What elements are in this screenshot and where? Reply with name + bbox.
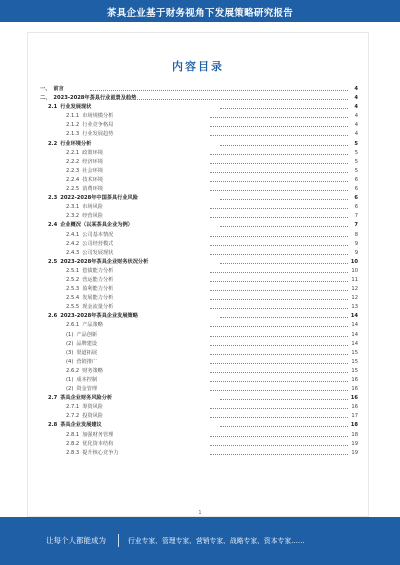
toc-leader-dots — [220, 199, 348, 200]
toc-entry[interactable] — [40, 94, 358, 103]
toc-entry-title: 行业发展现状 — [60, 104, 92, 111]
toc-entry-title: 市场规模分析 — [82, 113, 114, 120]
toc-entry-number: 2.1.3 — [66, 131, 80, 138]
toc-entry-page: 10 — [351, 267, 358, 274]
toc-leader-dots — [210, 381, 348, 382]
toc-leader-dots — [220, 263, 348, 264]
toc-entry[interactable] — [40, 367, 358, 376]
toc-entry-title: 技术环境 — [82, 176, 103, 183]
toc-entry-page: 19 — [351, 440, 358, 447]
toc-entry[interactable] — [40, 240, 358, 249]
toc-entry-title: 2023-2028年茶具企业发展策略 — [60, 313, 138, 320]
toc-entry-number: 2.6.1 — [66, 322, 80, 329]
toc-entry[interactable] — [40, 130, 358, 139]
toc-entry-title: 行业竞争格局 — [82, 122, 114, 129]
toc-entry-page: 7 — [354, 213, 358, 220]
toc-entry-number: (2) — [66, 386, 74, 393]
toc-leader-dots — [90, 99, 348, 100]
page-number: 1 — [198, 510, 202, 516]
toc-entry-title: 前言 — [53, 86, 64, 92]
toc-entry[interactable] — [40, 212, 358, 221]
toc-leader-dots — [210, 408, 348, 409]
toc-entry-number: 2.1 — [48, 104, 58, 111]
toc-entry-title: 资金管理 — [76, 386, 98, 393]
toc-entry-title: 政策环境 — [82, 149, 103, 156]
toc-leader-dots — [210, 336, 348, 337]
toc-leader-dots — [210, 117, 348, 118]
toc-entry-number: 2.4.3 — [66, 249, 80, 256]
toc-entry-title: 茶具企业财务风险分析 — [60, 395, 113, 402]
toc-entry-number: 2.8.3 — [66, 449, 80, 456]
toc-entry[interactable] — [40, 103, 358, 112]
toc-entry-number: (1) — [66, 331, 74, 338]
toc-entry-page: 6 — [354, 186, 358, 193]
toc-entry-title: 2022-2028年中国茶具行业风险 — [60, 195, 138, 202]
toc-entry-page: 11 — [351, 276, 358, 283]
toc-entry-number: 2.3 — [48, 195, 58, 202]
toc-entry[interactable] — [40, 440, 358, 449]
toc-entry-page: 12 — [351, 295, 358, 302]
toc-entry-title: 渠道拓展 — [76, 349, 98, 356]
toc-entry-title: 财务策略 — [82, 367, 103, 374]
toc-leader-dots — [210, 345, 348, 346]
toc-entry-page: 17 — [351, 413, 358, 420]
toc-leader-dots — [210, 299, 348, 300]
toc-entry-title: 现金流量分析 — [82, 304, 114, 311]
toc-entry-page: 5 — [354, 140, 358, 147]
toc-entry-title: 企业概况（以某茶具企业为例） — [60, 222, 133, 229]
toc-leader-dots — [210, 172, 348, 173]
toc-entry-title: 2023-2028年茶具企业财务状况分析 — [60, 258, 149, 265]
toc-entry-page: 4 — [354, 122, 358, 129]
toc-entry-page: 14 — [351, 331, 358, 338]
toc-entry-page: 6 — [354, 195, 358, 202]
footer-divider — [118, 534, 119, 547]
toc-entry-title: 营销推广 — [76, 358, 98, 365]
toc-entry-page: 4 — [354, 104, 358, 111]
toc-entry-page: 15 — [351, 358, 358, 365]
footer-tagline: 行业专家、管理专家、营销专家、战略专家、资本专家…… — [128, 537, 305, 545]
toc-entry-number: 2.6 — [48, 313, 58, 320]
toc-entry-title: 成本控制 — [76, 377, 98, 383]
toc-entry-number: 2.4.2 — [66, 240, 80, 247]
toc-entry-number: 2.5.3 — [66, 286, 80, 293]
toc-entry-page: 4 — [354, 95, 358, 102]
footer-slogan: 让每个人都能成为 — [46, 536, 106, 545]
toc-entry[interactable] — [40, 203, 358, 212]
toc-entry-page: 19 — [351, 449, 358, 456]
toc-entry-number: 2.3.1 — [66, 204, 80, 211]
toc-entry[interactable] — [40, 331, 358, 340]
toc-entry-page: 4 — [354, 113, 358, 120]
toc-leader-dots — [210, 126, 348, 127]
toc-entry[interactable] — [40, 121, 358, 130]
toc-entry[interactable] — [40, 349, 358, 358]
toc-entry-number: 2.5.4 — [66, 295, 80, 302]
toc-entry-page: 9 — [354, 240, 358, 247]
toc-leader-dots — [220, 426, 348, 427]
toc-entry-page: 5 — [354, 158, 358, 165]
toc-entry[interactable] — [40, 358, 358, 367]
toc-entry-number: 2.7 — [48, 395, 58, 402]
toc-entry[interactable] — [40, 140, 358, 149]
toc-entry-page: 12 — [351, 286, 358, 293]
toc-entry-page: 14 — [351, 322, 358, 329]
toc-entry-number: 2.4.1 — [66, 231, 80, 238]
toc-entry-page: 15 — [351, 367, 358, 374]
toc-entry[interactable] — [40, 412, 358, 421]
toc-entry-number: 2.8 — [48, 422, 58, 429]
toc-leader-dots — [210, 272, 348, 273]
toc-entry-number: 2.5.5 — [66, 304, 80, 311]
toc-entry[interactable] — [40, 267, 358, 276]
toc-entry-title: 社会环境 — [82, 167, 103, 174]
toc-entry-number: 2.6.2 — [66, 367, 80, 374]
toc-entry-title: 产品创新 — [76, 331, 98, 338]
toc-entry-number: (2) — [66, 340, 74, 347]
toc-leader-dots — [210, 417, 348, 418]
toc-entry-page: 4 — [354, 131, 358, 138]
toc-entry-title: 市场风险 — [82, 204, 103, 211]
toc-entry-page: 9 — [354, 249, 358, 256]
toc-entry[interactable] — [40, 403, 358, 412]
toc-entry-page: 6 — [354, 204, 358, 211]
toc-entry[interactable] — [40, 167, 358, 176]
toc-entry-title: 投资风险 — [82, 413, 103, 420]
toc-entry[interactable] — [40, 249, 358, 258]
toc-entry-title: 公司经营模式 — [82, 240, 114, 247]
toc-entry[interactable] — [40, 385, 358, 394]
toc-entry-page: 16 — [351, 377, 358, 383]
toc-entry-title: 经济环境 — [82, 158, 103, 165]
toc-entry-title: 优化资本结构 — [82, 440, 114, 447]
toc-entry[interactable] — [40, 276, 358, 285]
toc-entry-number: 2.5.2 — [66, 276, 80, 283]
toc-entry-number: 2.2.1 — [66, 149, 80, 156]
toc-entry-number: 二、 — [40, 95, 51, 102]
footer-banner — [0, 517, 400, 565]
toc-leader-dots — [210, 135, 348, 136]
toc-entry-number: 2.5.1 — [66, 267, 80, 274]
toc-entry[interactable] — [40, 449, 358, 458]
toc-entry-number: 一、 — [40, 86, 51, 92]
toc-entry-page: 5 — [354, 149, 358, 156]
toc-leader-dots — [220, 145, 348, 146]
toc-entry-number: 2.2.5 — [66, 186, 80, 193]
toc-entry-title: 公司发展现状 — [82, 249, 114, 256]
toc-entry[interactable] — [40, 112, 358, 121]
toc-leader-dots — [220, 108, 348, 109]
toc-entry-page: 14 — [351, 340, 358, 347]
toc-entry-page: 18 — [350, 422, 358, 429]
toc-leader-dots — [220, 399, 348, 400]
toc-entry[interactable] — [40, 185, 358, 194]
toc-entry-page: 15 — [351, 349, 358, 356]
toc-entry[interactable] — [40, 421, 358, 430]
toc-leader-dots — [210, 245, 348, 246]
toc-entry[interactable] — [40, 221, 358, 230]
toc-leader-dots — [210, 154, 348, 155]
toc-entry-number: 2.2.3 — [66, 167, 80, 174]
toc-entry[interactable] — [40, 376, 358, 385]
toc-entry-title: 偿债能力分析 — [82, 267, 114, 274]
toc-entry-number: 2.2.2 — [66, 158, 80, 165]
toc-entry-page: 16 — [351, 404, 358, 411]
toc-entry-title: 2023-2028年茶具行业前景及趋势 — [53, 95, 137, 102]
toc-entry-page: 8 — [354, 231, 358, 238]
toc-entry-page: 14 — [350, 313, 358, 320]
toc-leader-dots — [210, 326, 348, 327]
toc-entry[interactable] — [40, 149, 358, 158]
toc-entry[interactable] — [40, 303, 358, 312]
toc-entry-title: 消费环境 — [82, 186, 103, 193]
toc-entry-title: 发展能力分析 — [82, 295, 114, 302]
toc-entry-number: 2.8.2 — [66, 440, 80, 447]
toc-leader-dots — [210, 436, 348, 437]
toc-entry-number: 2.4 — [48, 222, 58, 229]
toc-entry[interactable] — [40, 312, 358, 321]
toc-leader-dots — [210, 236, 348, 237]
toc-entry-number: 2.8.1 — [66, 431, 80, 438]
toc-leader-dots — [210, 217, 348, 218]
toc-entry-title: 产品策略 — [82, 322, 103, 329]
toc-entry-page: 7 — [354, 222, 358, 229]
toc-entry[interactable] — [40, 431, 358, 440]
toc-entry-number: 2.1.1 — [66, 113, 80, 120]
toc-entry-page: 13 — [351, 304, 358, 311]
toc-entry-page: 6 — [354, 176, 358, 183]
toc-leader-dots — [210, 390, 348, 391]
header-bar — [0, 0, 400, 22]
toc-entry-page: 10 — [350, 258, 358, 265]
toc-entry-title: 品牌建设 — [76, 340, 98, 347]
toc-entry-number: 2.2.4 — [66, 176, 80, 183]
toc-entry[interactable] — [40, 176, 358, 185]
toc-entry-title: 加强财务管理 — [82, 431, 114, 438]
toc-entry-number: (1) — [66, 377, 74, 383]
toc-entry-page: 18 — [351, 431, 358, 438]
table-of-contents — [40, 85, 358, 458]
toc-heading: 内容目录 — [172, 60, 224, 73]
toc-leader-dots — [210, 163, 348, 164]
toc-entry-number: 2.7.2 — [66, 413, 80, 420]
toc-entry-title: 盈利能力分析 — [82, 286, 114, 293]
toc-leader-dots — [210, 181, 348, 182]
toc-leader-dots — [210, 372, 348, 373]
toc-leader-dots — [210, 290, 348, 291]
toc-entry-title: 行业发展趋势 — [82, 131, 114, 138]
toc-entry-page: 5 — [354, 167, 358, 174]
toc-entry[interactable] — [40, 258, 358, 267]
document-page — [27, 32, 369, 517]
toc-entry-number: 2.5 — [48, 258, 58, 265]
toc-entry[interactable] — [40, 340, 358, 349]
toc-entry[interactable] — [40, 285, 358, 294]
toc-leader-dots — [210, 454, 348, 455]
toc-entry[interactable] — [40, 194, 358, 203]
toc-entry[interactable] — [40, 231, 358, 240]
toc-leader-dots — [220, 317, 348, 318]
toc-leader-dots — [220, 226, 348, 227]
toc-entry[interactable] — [40, 321, 358, 330]
toc-entry-number: 2.3.2 — [66, 213, 80, 220]
toc-entry-title: 筹资风险 — [82, 404, 103, 411]
toc-entry-title: 行业环境分析 — [60, 140, 92, 147]
toc-leader-dots — [210, 254, 348, 255]
toc-entry-number: 2.1.2 — [66, 122, 80, 129]
toc-leader-dots — [210, 190, 348, 191]
toc-entry-page: 16 — [351, 386, 358, 393]
toc-entry[interactable] — [40, 294, 358, 303]
toc-leader-dots — [210, 363, 348, 364]
toc-entry-title: 营运能力分析 — [82, 276, 114, 283]
toc-entry-title: 经营风险 — [82, 213, 103, 220]
toc-leader-dots — [90, 90, 348, 91]
toc-entry-number: (3) — [66, 349, 74, 356]
toc-entry-number: 2.7.1 — [66, 404, 80, 411]
report-title: 茶具企业基于财务视角下发展策略研究报告 — [106, 8, 294, 19]
toc-entry[interactable] — [40, 394, 358, 403]
toc-entry-title: 提升核心竞争力 — [82, 449, 119, 456]
toc-leader-dots — [210, 308, 348, 309]
toc-entry[interactable] — [40, 158, 358, 167]
toc-leader-dots — [210, 354, 348, 355]
toc-entry-page: 4 — [354, 86, 358, 92]
toc-entry-title: 茶具企业发展建议 — [60, 422, 102, 429]
toc-leader-dots — [210, 208, 348, 209]
toc-leader-dots — [210, 281, 348, 282]
toc-entry-number: (4) — [66, 358, 74, 365]
toc-leader-dots — [210, 445, 348, 446]
toc-entry-title: 公司基本情况 — [82, 231, 114, 238]
toc-entry-page: 16 — [350, 395, 358, 402]
toc-entry[interactable] — [40, 85, 358, 94]
toc-entry-number: 2.2 — [48, 140, 58, 147]
